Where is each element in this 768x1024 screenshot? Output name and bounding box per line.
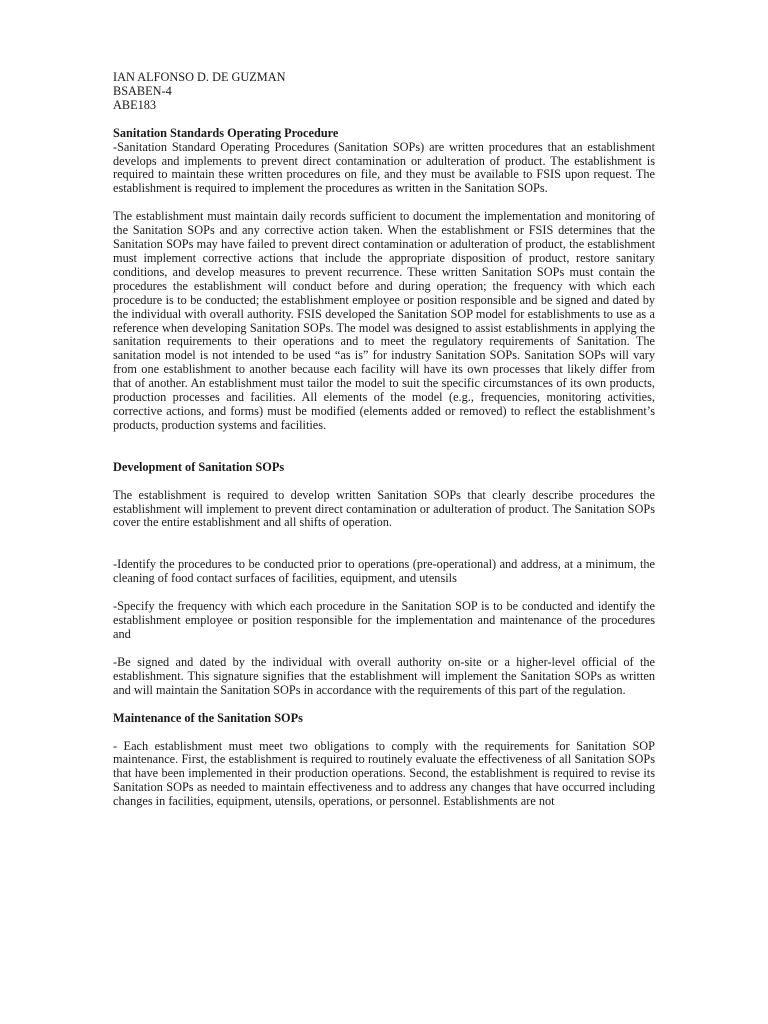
paragraph-development-intro: The establishment is required to develop written Sanitation SOPs that clearly describe procedures the establishment will implement to prevent direct contamination or adulteration of product. The Sanitation SOPs cover the entire establishment and all shifts of operation.: [113, 487, 655, 530]
list-item-specify-frequency: -Specify the frequency with which each procedure in the Sanitation SOP is to be conducted and identify the establishment employee or position responsible for the implementation and maintenance of the procedures and: [113, 599, 655, 641]
class-section: BSABEN-4: [113, 83, 172, 98]
author-name: IAN ALFONSO D. DE GUZMAN: [113, 70, 286, 84]
section-heading-development: Development of Sanitation SOPs: [113, 459, 285, 474]
list-item-identify-procedures: -Identify the procedures to be conducted prior to operations (pre-operational) and address, at a minimum, the cleaning of food contact surfaces of facilities, equipment, and utensils: [113, 557, 655, 586]
course-code: ABE183: [113, 97, 157, 112]
paragraph-maintenance: - Each establishment must meet two obligations to comply with the requirements for Sanitation SOP maintenance. First, the establishment is required to routinely evaluate the effectiveness of all Sanitation SOPs that have been implemented in their production operations. Second, the establishment is required to revise its Sanitation SOPs as needed to maintain effectiveness and to address any changes that have occurred including changes in facilities, equipment, utensils, operations, or personnel. Establishments are not: [113, 738, 655, 809]
paragraph-sop-records: The establishment must maintain daily records sufficient to document the implementation and monitoring of the Sanitation SOPs and any corrective action taken. When the establishment or FSIS determines that the Sanitation SOPs may have failed to prevent direct contamination or adulteration of product, the establishment must implement corrective actions that include the appropriate disposition of product, restore sanitary conditions, and develop measures to prevent recurrence. These written Sanitation SOPs must contain the procedures the establishment will conduct before and during operation; the frequency with which each procedure is to be conducted; the establishment employee or position responsible and be signed and dated by the individual with overall authority. FSIS developed the Sanitation SOP model for establishments to use as a reference when developing Sanitation SOPs. The model was designed to assist establishments in applying the sanitation requirements to their operations and to meet the regulatory requirements of Sanitation. The sanitation model is not intended to be used “as is” for industry Sanitation SOPs. Sanitation SOPs will vary from one establishment to another because each facility will have its own processes that likely differ from that of another. An establishment must tailor the model to suit the specific circumstances of its own products, production processes and facilities. All elements of the model (e.g., frequencies, monitoring activities, corrective actions, and forms) must be modified (elements added or removed) to reflect the establishment’s products, production systems and facilities.: [113, 209, 655, 432]
list-item-signed-dated: -Be signed and dated by the individual with overall authority on-site or a higher-level official of the establishment. This signature signifies that the establishment will implement the Sanitation SOPs as written and will maintain the Sanitation SOPs in accordance with the requirements of this part of the regulation.: [113, 654, 655, 697]
document-page: [113, 71, 655, 809]
section-heading-maintenance: Maintenance of the Sanitation SOPs: [113, 710, 303, 725]
section-heading-sanitation-sop: Sanitation Standards Operating Procedure: [113, 125, 339, 140]
paragraph-sop-definition: -Sanitation Standard Operating Procedures (Sanitation SOPs) are written procedures that an establishment develops and implements to prevent direct contamination or adulteration of product. The establishment is required to maintain these written procedures on file, and they must be available to FSIS upon request. The establishment is required to implement the procedures as written in the Sanitation SOPs.: [113, 139, 655, 196]
